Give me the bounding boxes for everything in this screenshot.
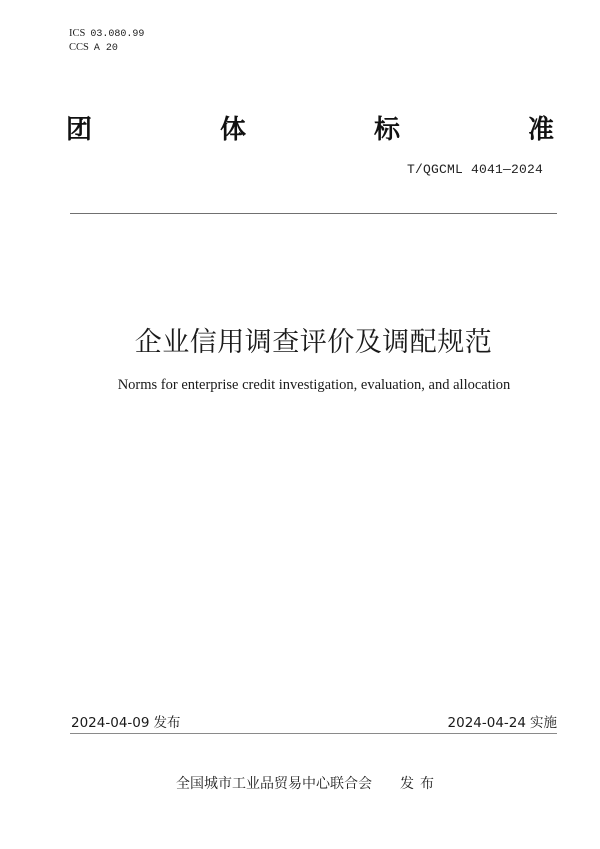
standard-type-char: 准 — [527, 115, 554, 145]
top-divider — [70, 213, 557, 214]
standard-type-heading — [66, 114, 554, 146]
ccs-value: A 20 — [93, 43, 118, 54]
implementation-label: 实施 — [530, 715, 557, 731]
publisher-name: 全国城市工业品贸易中心联合会 — [176, 776, 372, 792]
ics-value: 03.080.99 — [90, 29, 145, 40]
ics-label: ICS — [69, 28, 86, 39]
document-title-english: Norms for enterprise credit investigation, evaluation, and allocation — [117, 377, 511, 393]
ccs-label: CCS — [69, 42, 89, 53]
publisher-line — [176, 775, 440, 793]
implementation-date-line — [448, 714, 557, 732]
standard-code: T/QGCML 4041—2024 — [406, 162, 543, 177]
standard-type-char: 体 — [219, 115, 246, 145]
standard-type-char: 标 — [373, 115, 400, 145]
ics-classification — [69, 28, 144, 41]
issue-date-line — [71, 714, 180, 732]
document-title-chinese: 企业信用调查评价及调配规范 — [134, 327, 493, 358]
implementation-date: 2024-04-24 — [447, 715, 526, 731]
ccs-classification — [69, 42, 118, 55]
issue-date: 2024-04-09 — [71, 715, 150, 731]
bottom-divider — [70, 733, 557, 734]
publisher-action: 发布 — [400, 776, 440, 792]
issue-label: 发布 — [153, 715, 181, 731]
standard-type-char: 团 — [66, 115, 93, 145]
